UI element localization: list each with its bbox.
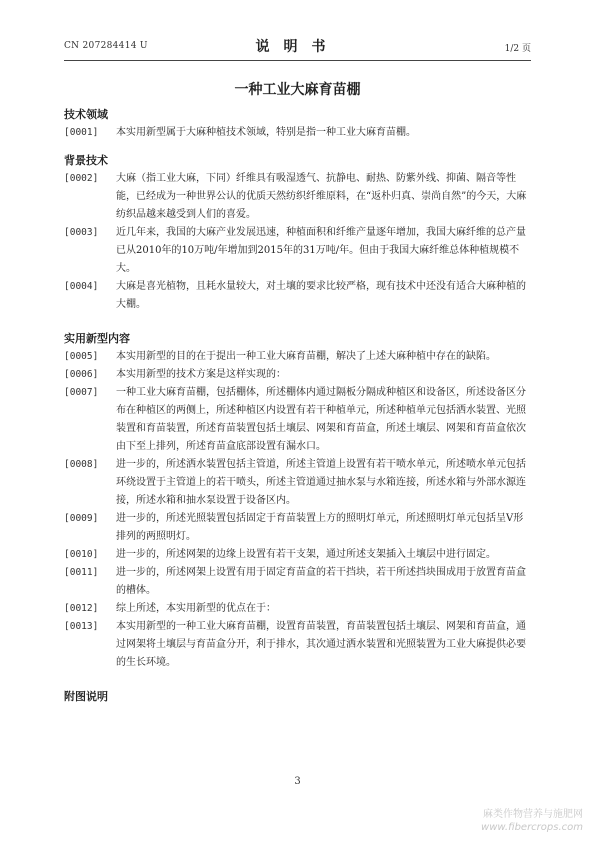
paragraph-number: [0006]	[64, 369, 99, 380]
paragraph	[64, 170, 531, 224]
paragraph	[64, 618, 531, 672]
paragraph	[64, 348, 531, 366]
paragraph-number: [0013]	[64, 621, 99, 632]
paragraph-number: [0004]	[64, 281, 99, 292]
paragraph-number: [0010]	[64, 549, 99, 560]
watermark	[481, 808, 583, 834]
paragraph	[64, 278, 531, 314]
paragraph-text: 综上所述，本实用新型的优点在于：	[116, 603, 276, 614]
document-body	[64, 106, 531, 706]
paragraph-text: 本实用新型的技术方案是这样实现的：	[116, 369, 286, 380]
paragraph-number: [0005]	[64, 351, 99, 362]
document-number: CN 207284414 U	[64, 41, 148, 51]
paragraph-number: [0002]	[64, 173, 99, 184]
paragraph	[64, 384, 531, 456]
paragraph-number: [0007]	[64, 387, 99, 398]
paragraph-number: [0011]	[64, 567, 99, 578]
paragraph-number: [0008]	[64, 459, 99, 470]
page-header	[64, 36, 531, 58]
paragraph-text: 进一步的，所述网架上设置有用于固定育苗盒的若干挡块，若干所述挡块围成用于放置育苗盒的槽体。	[116, 567, 526, 596]
section-heading: 附图说明	[64, 690, 108, 703]
paragraph-number: [0003]	[64, 227, 99, 238]
paragraph	[64, 124, 531, 142]
paragraph-text: 进一步的，所述光照装置包括固定于育苗装置上方的照明灯单元，所述照明灯单元包括呈V形排列的两照明灯。	[116, 513, 524, 542]
paragraph-text: 一种工业大麻育苗棚，包括棚体，所述棚体内通过隔板分隔成种植区和设备区，所述设备区分布在种植区的两侧上，所述种植区内设置有若干种植单元，所述种植单元包括洒水装置、光照装置和育苗装置，所述育苗装置包括土壤层、网架和育苗盒，所述土壤层、网架和育苗盒依次由下至上排列，所述育苗盒底部设置有漏水口。	[116, 387, 526, 452]
paragraph-text: 本实用新型的目的在于提出一种工业大麻育苗棚，解决了上述大麻种植中存在的缺陷。	[116, 351, 496, 362]
page-number: 3	[294, 776, 301, 787]
paragraph-text: 大麻是喜光植物，且耗水量较大，对土壤的要求比较严格，现有技术中还没有适合大麻种植的大棚。	[116, 281, 526, 310]
paragraph	[64, 456, 531, 510]
header-divider	[64, 60, 531, 61]
paragraph	[64, 224, 531, 278]
section-heading: 技术领域	[64, 108, 108, 121]
paragraph-text: 进一步的，所述洒水装置包括主管道，所述主管道上设置有若干喷水单元，所述喷水单元包括环绕设置于主管道上的若干喷头，所述主管道通过抽水泵与水箱连接，所述水箱与外部水源连接，所述水箱和抽水泵设置于设备区内。	[116, 459, 526, 506]
paragraph	[64, 564, 531, 600]
page-of-total: 1/2 页	[504, 44, 531, 54]
paragraph	[64, 600, 531, 618]
paragraph-number: [0001]	[64, 127, 99, 138]
document-type-title: 说明书	[255, 39, 340, 55]
section-heading: 实用新型内容	[64, 332, 130, 345]
document-title: 一种工业大麻育苗棚	[234, 82, 361, 98]
paragraph	[64, 546, 531, 564]
paragraph	[64, 366, 531, 384]
section-heading: 背景技术	[64, 154, 108, 167]
watermark-url: www.fibercrops.com	[481, 822, 583, 833]
paragraph-number: [0012]	[64, 603, 99, 614]
paragraph-text: 本实用新型属于大麻种植技术领域，特别是指一种工业大麻育苗棚。	[116, 127, 416, 138]
paragraph-text: 进一步的，所述网架的边缘上设置有若干支架，通过所述支架插入土壤层中进行固定。	[116, 549, 496, 560]
paragraph-text: 大麻（指工业大麻，下同）纤维具有吸湿透气、抗静电、耐热、防紫外线、抑菌、隔音等性能，已经成为一种世界公认的优质天然纺织纤维原料，在“返朴归真、崇尚自然”的今天，大麻纺织品越来越受到人们的喜爱。	[116, 173, 527, 220]
paragraph-text: 近几年来，我国的大麻产业发展迅速，种植面积和纤维产量逐年增加，我国大麻纤维的总产量已从2010年的10万吨/年增加到2015年的31万吨/年。但由于我国大麻纤维总体种植规模不大。	[116, 227, 526, 274]
paragraph	[64, 510, 531, 546]
watermark-site-name: 麻类作物营养与施肥网	[483, 809, 583, 820]
paragraph-number: [0009]	[64, 513, 99, 524]
paragraph-text: 本实用新型的一种工业大麻育苗棚，设置育苗装置，育苗装置包括土壤层、网架和育苗盒，通过网架将土壤层与育苗盒分开，利于排水，其次通过洒水装置和光照装置为工业大麻提供必要的生长环境。	[116, 621, 526, 668]
